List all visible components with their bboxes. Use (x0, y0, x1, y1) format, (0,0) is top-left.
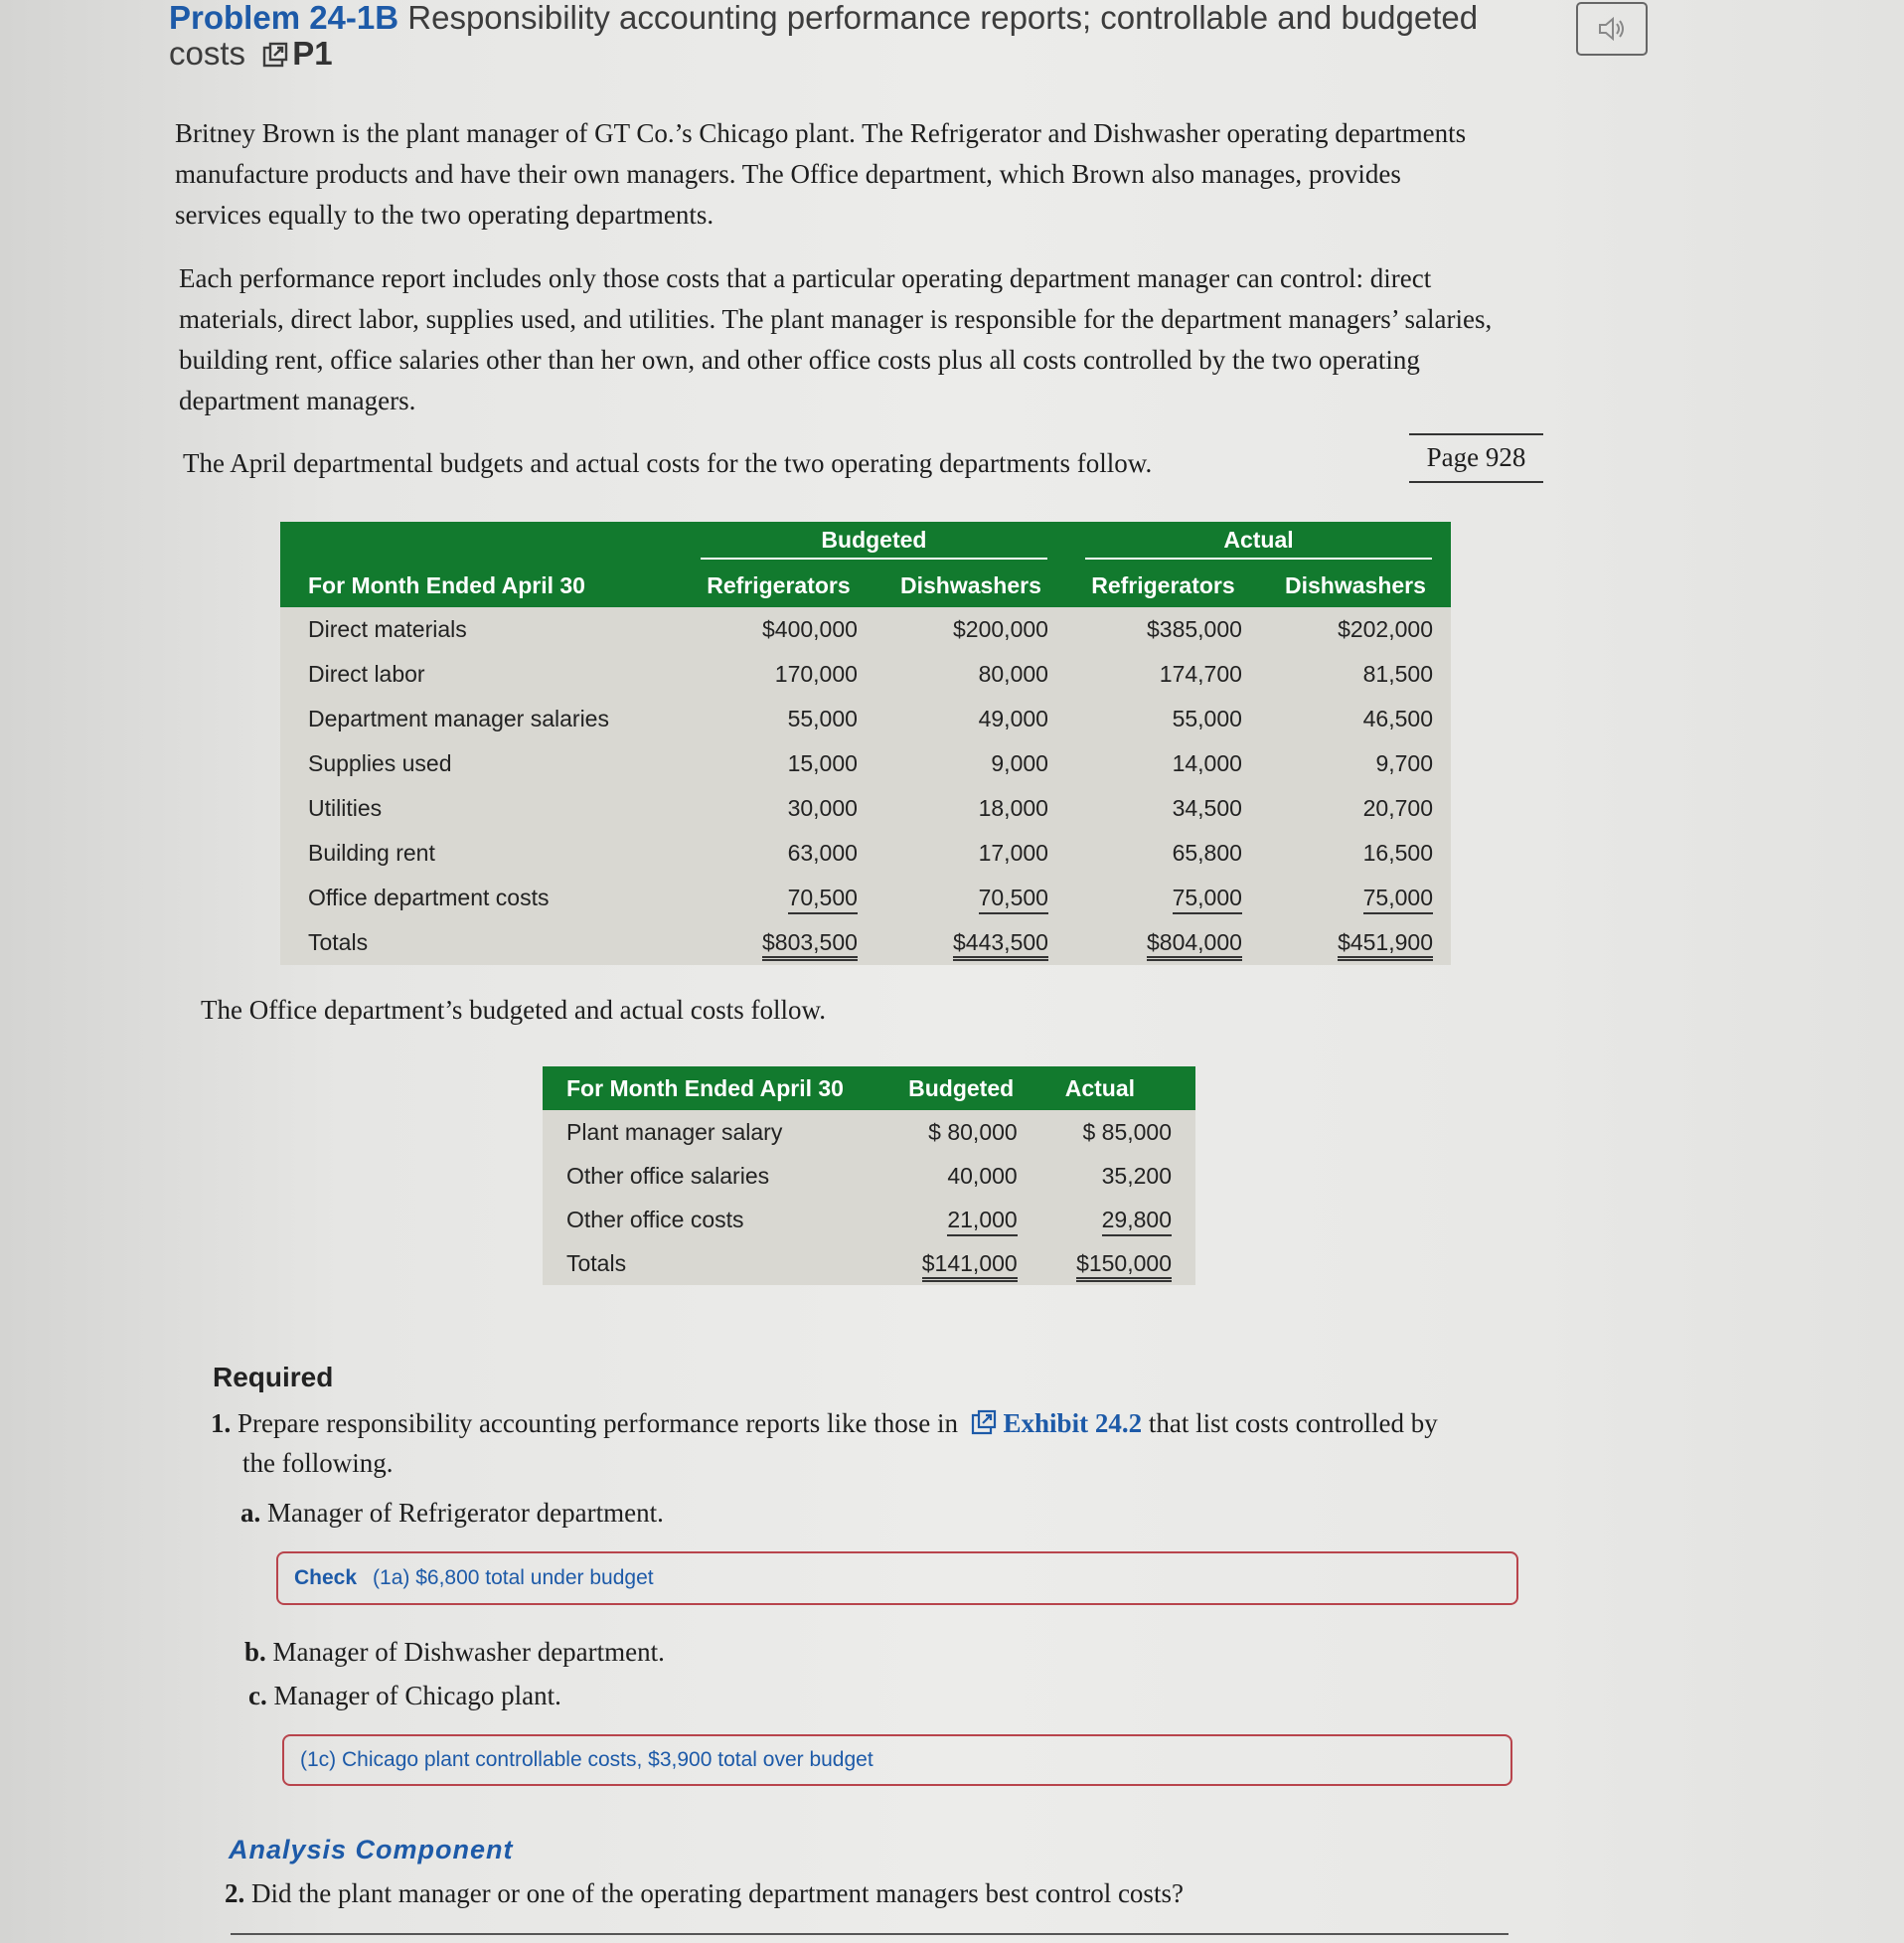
table-row (543, 1198, 1195, 1241)
required-item-1 (211, 1403, 1562, 1443)
item-text: Manager of Chicago plant. (273, 1681, 561, 1710)
column-header: For Month Ended April 30 (543, 1066, 884, 1110)
intro-paragraph-2: Each performance report includes only those costs that a particular operating department manager can control: direct materials, direct labor, supplies used, and utilities. The plant manager is responsible for the department managers’ salaries, building rent, office salaries other than her own, and other office costs plus all costs controlled by the two operating department managers. (179, 263, 1493, 415)
table-row (280, 876, 1451, 920)
column-header-row (280, 564, 1451, 607)
table-row (280, 786, 1451, 831)
objective-code: P1 (292, 35, 333, 72)
column-header: For Month Ended April 30 (280, 564, 682, 607)
item-text: Did the plant manager or one of the operating department managers best control costs? (251, 1878, 1184, 1908)
row-label: Direct materials (308, 616, 467, 642)
cell: 46,500 (1362, 706, 1433, 731)
cell: 15,000 (787, 750, 858, 776)
required-item-b (244, 1632, 665, 1672)
question-2 (225, 1878, 1184, 1909)
intro-paragraph-3: The April departmental budgets and actual costs for the two operating departments follow. (183, 448, 1153, 478)
item-text: Prepare responsibility accounting performance reports like those in (238, 1408, 959, 1438)
total-cell: $150,000 (1076, 1250, 1172, 1282)
row-label: Building rent (308, 840, 435, 866)
row-label: Other office costs (566, 1206, 744, 1232)
table-row (280, 831, 1451, 876)
analysis-heading: Analysis Component (229, 1835, 514, 1864)
table-row (280, 697, 1451, 741)
cell: $ 80,000 (928, 1118, 1018, 1145)
cell: $385,000 (1146, 616, 1242, 642)
item-letter: a. (240, 1498, 261, 1528)
cell: 40,000 (947, 1162, 1018, 1189)
row-label: Supplies used (308, 750, 452, 776)
required-item-a (240, 1493, 664, 1533)
item-letter: c. (248, 1681, 267, 1710)
column-header: Budgeted (884, 1066, 1041, 1110)
total-cell: $804,000 (1147, 929, 1242, 961)
problem-title: Responsibility accounting performance reports; controllable and budgeted costs (169, 0, 1479, 72)
row-label: Office department costs (308, 885, 550, 910)
cell: $400,000 (761, 616, 858, 642)
cell: 9,000 (991, 750, 1048, 776)
row-label: Department manager salaries (308, 706, 609, 731)
cell: 35,200 (1101, 1162, 1172, 1189)
table-row (280, 607, 1451, 652)
cell: 16,500 (1362, 840, 1433, 866)
cell: 170,000 (774, 661, 858, 687)
total-cell: $451,900 (1338, 929, 1433, 961)
external-link-icon[interactable] (971, 1409, 997, 1435)
cell: 49,000 (978, 706, 1048, 731)
cell: $ 85,000 (1082, 1118, 1172, 1145)
item-number: 1. (211, 1408, 232, 1438)
cell: 21,000 (947, 1207, 1017, 1236)
divider (231, 1933, 1508, 1935)
audio-button[interactable] (1576, 2, 1648, 56)
check-figure-1c (282, 1734, 1512, 1786)
column-header-row (543, 1066, 1195, 1110)
item-text: Manager of Refrigerator department. (267, 1498, 664, 1528)
total-cell: $443,500 (953, 929, 1048, 961)
required-item-c (248, 1676, 561, 1715)
cell: 70,500 (979, 885, 1048, 914)
problem-heading (169, 0, 1550, 72)
table-row (543, 1110, 1195, 1154)
total-cell: $141,000 (922, 1250, 1018, 1282)
cell: 75,000 (1363, 885, 1433, 914)
cell: 29,800 (1102, 1207, 1172, 1236)
row-label: Other office salaries (566, 1162, 770, 1189)
item-number: 2. (225, 1878, 245, 1908)
office-intro: The Office department’s budgeted and actual costs follow. (201, 995, 827, 1025)
check-label: Check (294, 1566, 358, 1589)
cell: $200,000 (953, 616, 1048, 642)
cell: 55,000 (787, 706, 858, 731)
column-header: Refrigerators (682, 564, 875, 607)
required-heading: Required (213, 1362, 334, 1392)
total-cell: $803,500 (762, 929, 858, 961)
cell: 9,700 (1375, 750, 1433, 776)
item-text: that list costs controlled by (1148, 1408, 1438, 1438)
external-link-icon[interactable] (262, 42, 288, 68)
cell: 63,000 (787, 840, 858, 866)
department-costs-table (280, 522, 1451, 965)
cell: 65,800 (1172, 840, 1242, 866)
group-header-actual: Actual (1066, 522, 1451, 564)
required-item-1-continued: the following. (242, 1448, 394, 1478)
row-label: Totals (566, 1249, 627, 1276)
group-header-row (280, 522, 1451, 564)
check-text: (1a) $6,800 total under budget (373, 1566, 654, 1589)
row-label: Totals (308, 929, 369, 955)
group-header-budgeted: Budgeted (682, 522, 1066, 564)
office-costs-table (543, 1066, 1195, 1285)
column-header: Dishwashers (875, 564, 1066, 607)
cell: 20,700 (1362, 795, 1433, 821)
table-row (280, 652, 1451, 697)
cell: 174,700 (1159, 661, 1242, 687)
cell: 30,000 (787, 795, 858, 821)
totals-row (543, 1241, 1195, 1285)
intro-paragraph-1: Britney Brown is the plant manager of GT Co.’s Chicago plant. The Refrigerator and Dishwasher operating departments manufacture products and have their own managers. The Office department, which Brown also manages, provides services equally to the two operating departments. (175, 118, 1467, 230)
cell: 70,500 (788, 885, 858, 914)
cell: $202,000 (1338, 616, 1433, 642)
column-header: Refrigerators (1066, 564, 1260, 607)
item-letter: b. (244, 1637, 266, 1667)
row-label: Utilities (308, 795, 383, 821)
exhibit-link[interactable]: Exhibit 24.2 (1003, 1408, 1143, 1438)
table-row (543, 1154, 1195, 1198)
row-label: Direct labor (308, 661, 425, 687)
cell: 75,000 (1173, 885, 1242, 914)
column-header: Actual (1041, 1066, 1195, 1110)
check-figure-1a (276, 1551, 1518, 1605)
item-text: Manager of Dishwasher department. (272, 1637, 665, 1667)
cell: 34,500 (1172, 795, 1242, 821)
column-header: Dishwashers (1260, 564, 1451, 607)
problem-number: Problem 24-1B (169, 0, 399, 36)
check-text: (1c) Chicago plant controllable costs, $3,900 total over budget (300, 1748, 873, 1771)
totals-row (280, 920, 1451, 965)
cell: 18,000 (978, 795, 1048, 821)
speaker-icon (1597, 16, 1627, 42)
cell: 81,500 (1362, 661, 1433, 687)
cell: 80,000 (978, 661, 1048, 687)
page-reference: Page 928 (1409, 433, 1543, 483)
cell: 14,000 (1172, 750, 1242, 776)
row-label: Plant manager salary (566, 1118, 783, 1145)
table-row (280, 741, 1451, 786)
cell: 55,000 (1172, 706, 1242, 731)
cell: 17,000 (978, 840, 1048, 866)
